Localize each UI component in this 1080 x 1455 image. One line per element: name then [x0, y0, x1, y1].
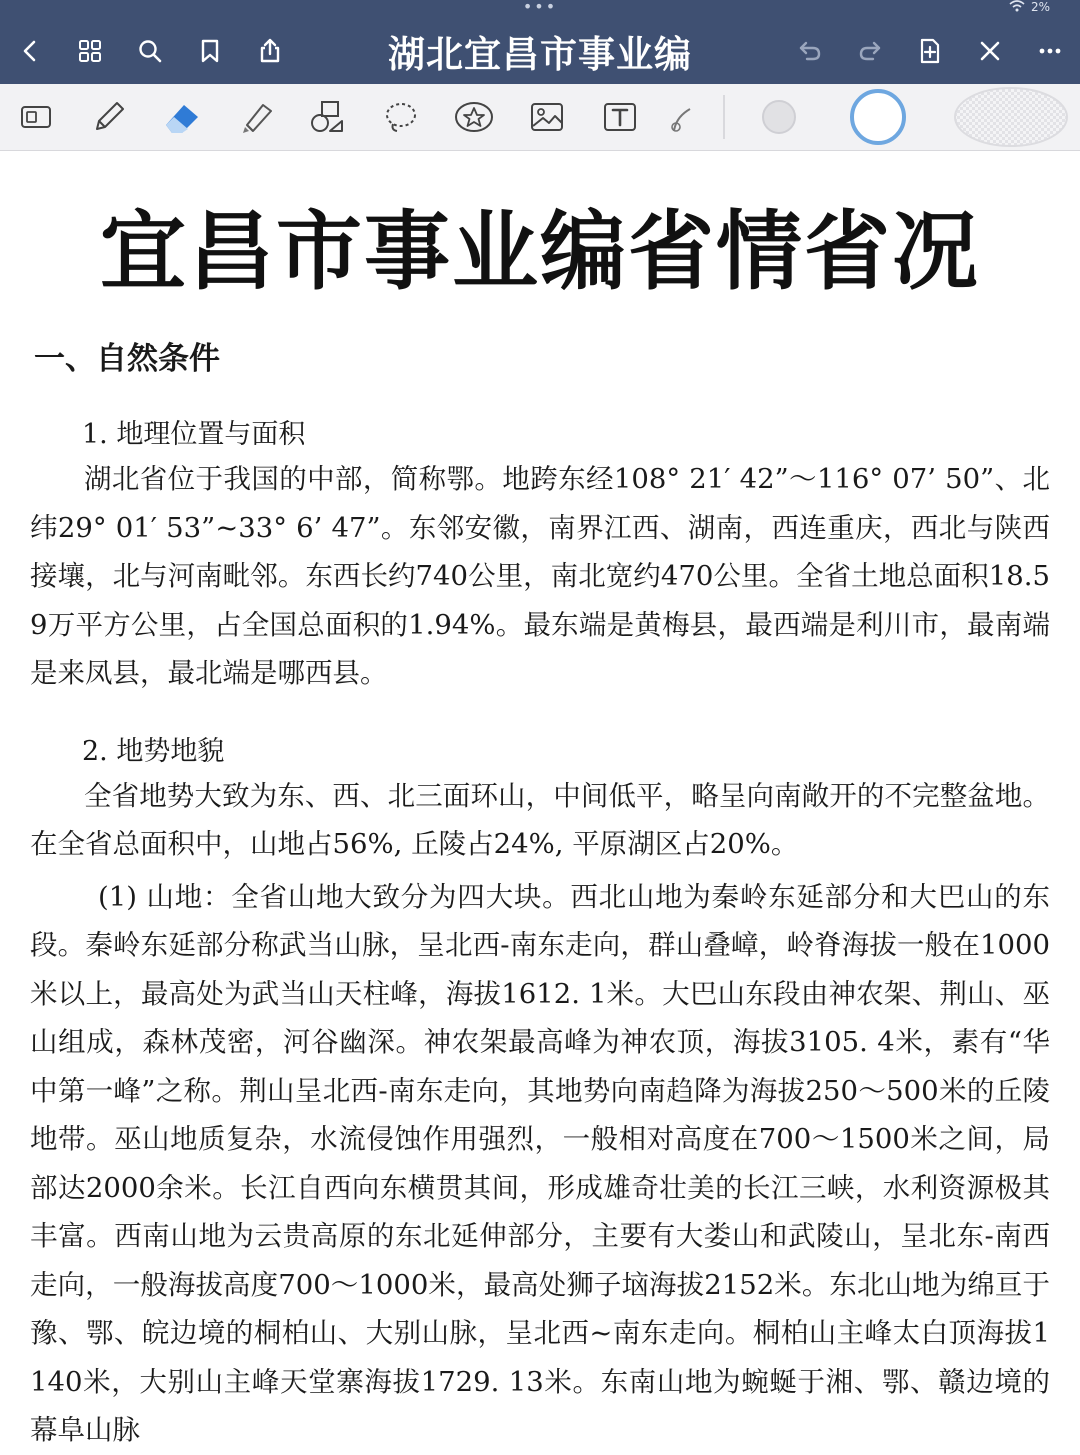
- back-icon: [16, 37, 44, 65]
- more-icon: [1036, 37, 1064, 65]
- toolbar-divider: [723, 95, 725, 139]
- annotation-toolbar: [0, 84, 1080, 151]
- document-heading: 宜昌市事业编省情省况: [100, 202, 980, 302]
- laser-tool[interactable]: [656, 84, 705, 150]
- grid-icon: [76, 37, 104, 65]
- pen-icon: [89, 97, 129, 137]
- text-icon: [600, 97, 640, 137]
- wifi-icon: [1009, 0, 1025, 15]
- eraser-tool[interactable]: [146, 84, 219, 150]
- reader-mode-button[interactable]: [0, 84, 73, 150]
- sticker-tool[interactable]: [437, 84, 510, 150]
- back-button[interactable]: [0, 22, 60, 80]
- color-swatch-checkered[interactable]: [942, 84, 1080, 150]
- image-tool[interactable]: [510, 84, 583, 150]
- lasso-icon: [381, 97, 421, 137]
- color-swatch-icon: [759, 97, 799, 137]
- add-page-button[interactable]: [900, 22, 960, 80]
- top-navigation-bar: [0, 0, 1080, 84]
- close-icon: [976, 37, 1004, 65]
- bookmark-icon: [196, 37, 224, 65]
- document-page: [0, 197, 1080, 1455]
- reader-mode-icon: [19, 102, 53, 132]
- sticker-icon: [452, 97, 496, 137]
- add-page-icon: [916, 37, 944, 65]
- laser-icon: [666, 97, 696, 137]
- image-icon: [527, 97, 567, 137]
- search-button[interactable]: [120, 22, 180, 80]
- paragraph-mountains: (1) 山地：全省山地大致分为四大块。西北山地为秦岭东延部分和大巴山的东段。秦岭东延部分称武当山脉，呈北西-南东走向，群山叠嶂，岭脊海拔一般在1000米以上，最高处为武当山天柱峰，海拔1612. 1米。大巴山东段由神农架、荆山、巫山组成，森林茂密，河谷幽深。神农架最高峰为神农顶，海拔3105. 4米，素有“华中第一峰”之称。荆山呈北西-南东走向，其地势向南趋降为海拔250～500米的丘陵地带。巫山地质复杂，水流侵蚀作用强烈，一般相对高度在700～1500米之间，局部达2000余米。长江自西向东横贯其间，形成雄奇壮美的长江三峡，水利资源极其丰富。西南山地为云贵高原的东北延伸部分，主要有大娄山和武陵山，呈北东-南西走向，一般海拔高度700～1000米，最高处狮子垴海拔2152米。东北山地为绵亘于豫、鄂、皖边境的桐柏山、大别山脉，呈北西~南东走向。桐柏山主峰太白顶海拔1140米，大别山主峰天堂寨海拔1729. 13米。东南山地为蜿蜒于湘、鄂、赣边境的幕阜山脉: [30, 880, 1050, 1446]
- subsection-title-2: 2. 地势地貌: [82, 735, 225, 767]
- subsection-title-1: 1. 地理位置与面积: [82, 419, 306, 450]
- color-swatch-gray[interactable]: [743, 84, 814, 150]
- transparent-swatch-icon: [951, 86, 1071, 148]
- more-button[interactable]: [1020, 22, 1080, 80]
- bookmark-button[interactable]: [180, 22, 240, 80]
- section-title: 一、自然条件: [34, 341, 220, 377]
- battery-percentage: 2%: [1030, 0, 1050, 14]
- thumbnails-button[interactable]: [60, 22, 120, 80]
- highlighter-tool[interactable]: [219, 84, 292, 150]
- text-tool[interactable]: [583, 84, 656, 150]
- highlighter-icon: [235, 97, 275, 137]
- redo-icon: [856, 37, 884, 65]
- close-button[interactable]: [960, 22, 1020, 80]
- window-handle-dots[interactable]: •••: [522, 0, 558, 16]
- paragraph-geography: 湖北省位于我国的中部，简称鄂。地跨东经108° 21′ 42”～116° 07’ 50”、北纬29° 01′ 53”~33° 6’ 47”。东邻安徽，南界江西、湖南，西连重庆，西北与陕西接壤，北与河南毗邻。东西长约740公里，南北宽约470公里。全省土地总面积18.59万平方公里，占全国总面积的1.94%。最东端是黄梅县，最西端是利川市，最南端是来凤县，最北端是哪西县。: [30, 463, 1050, 689]
- eraser-icon: [160, 97, 204, 137]
- shapes-tool[interactable]: [292, 84, 365, 150]
- redo-button[interactable]: [840, 22, 900, 80]
- status-bar: [1009, 0, 1050, 14]
- color-swatch-selected[interactable]: [814, 84, 942, 150]
- undo-icon: [796, 37, 824, 65]
- shapes-icon: [308, 97, 348, 137]
- share-button[interactable]: [240, 22, 300, 80]
- undo-button[interactable]: [780, 22, 840, 80]
- document-title[interactable]: 湖北宜昌市事业编: [388, 33, 692, 76]
- pen-tool[interactable]: [73, 84, 146, 150]
- share-icon: [256, 37, 284, 65]
- paragraph-terrain: 全省地势大致为东、西、北三面环山，中间低平，略呈向南敞开的不完整盆地。在全省总面积中，山地占56%, 丘陵占24%, 平原湖区占20%。: [30, 779, 1050, 860]
- lasso-tool[interactable]: [364, 84, 437, 150]
- search-icon: [136, 37, 164, 65]
- selected-color-ring-icon: [846, 85, 910, 149]
